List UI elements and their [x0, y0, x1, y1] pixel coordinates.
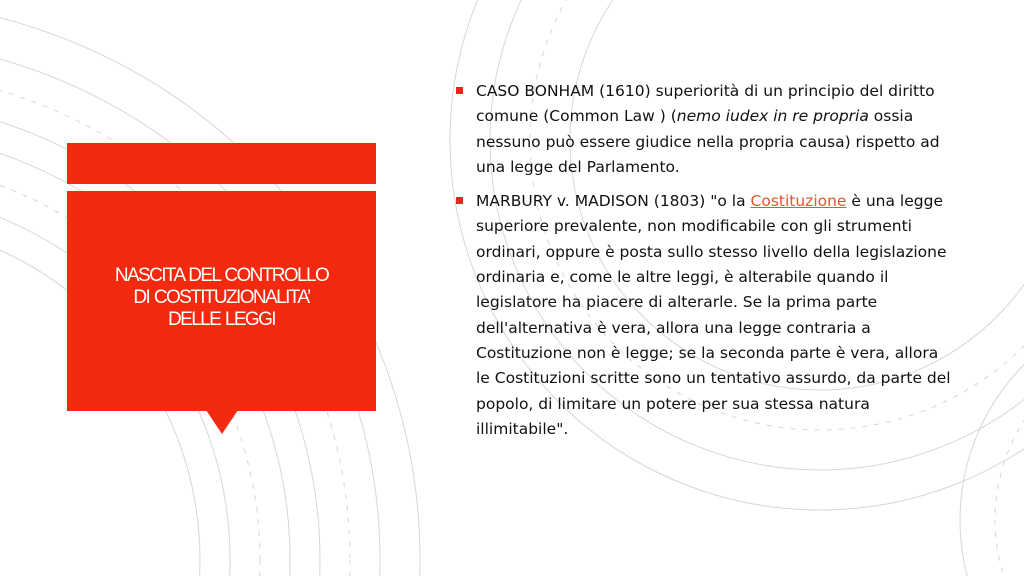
- title-accent-bar: [67, 143, 376, 184]
- bullet-marbury: [456, 189, 956, 442]
- costituzione-link[interactable]: Costituzione: [750, 192, 847, 211]
- square-bullet-icon: [456, 87, 463, 94]
- bullet-bonham: [456, 79, 956, 180]
- slide-title: NASCITA DEL CONTROLLO DI COSTITUZIONALITA’ DELLE LEGGI: [114, 265, 329, 330]
- bullet-list: [456, 79, 956, 451]
- bullet-text: [476, 82, 940, 176]
- latin-maxim: nemo iudex in re propria: [676, 107, 869, 126]
- bullet-text-end: è una legge superiore prevalente, non modificabile con gli strumenti ordinari, oppure è posta sullo stesso livello della legislazione ordinaria e, come le altre leggi, è alterabile quando il legislatore ha piacere di alterarle. Se la prima parte dell'alternativa è vera, allora una legge contraria a Costituzione non è legge; se la seconda parte è vera, allora le Costituzioni scritte sono un tentativo assurdo, da parte del popolo, di limitare un potere per sua stessa natura illimitabile".: [476, 192, 951, 438]
- bullet-text-start: CASO BONHAM (1610) superiorità di un principio del diritto comune (Common Law ) (: [476, 82, 935, 126]
- title-panel-pointer: [206, 410, 238, 434]
- bullet-text: [476, 192, 951, 438]
- bullet-text-end: ossia nessuno può essere giudice nella propria causa) rispetto ad una legge del Parlamento.: [476, 107, 940, 176]
- square-bullet-icon: [456, 197, 463, 204]
- bullet-text-start: MARBURY v. MADISON (1803) "o la: [476, 192, 751, 211]
